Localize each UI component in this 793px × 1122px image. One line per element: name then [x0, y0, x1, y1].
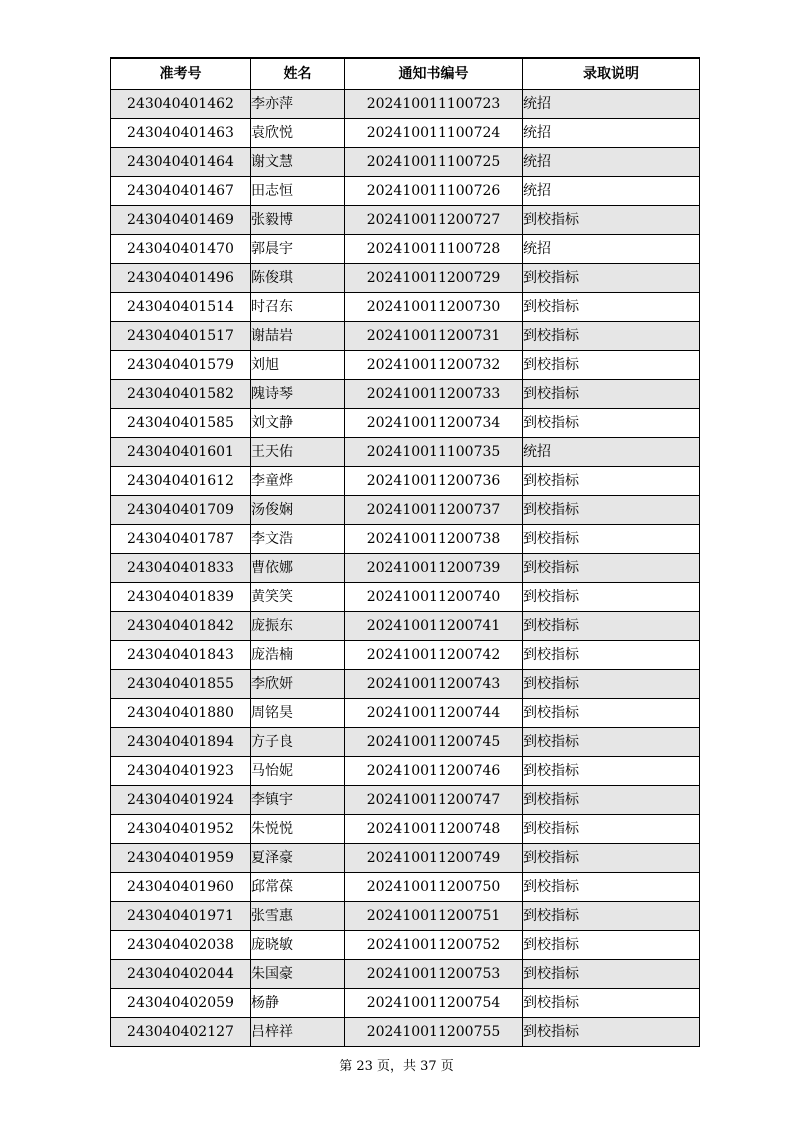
exam-number-cell: 243040402127 [111, 1018, 251, 1047]
student-name-cell: 朱国豪 [251, 960, 345, 989]
admission-note-cell: 到校指标 [523, 496, 700, 525]
admission-note-cell: 到校指标 [523, 757, 700, 786]
table-row [111, 148, 700, 177]
notice-number-cell: 202410011200741 [345, 612, 523, 641]
exam-number-cell: 243040401894 [111, 728, 251, 757]
admission-note-cell: 到校指标 [523, 786, 700, 815]
notice-number-cell: 202410011200749 [345, 844, 523, 873]
student-name-cell: 袁欣悦 [251, 119, 345, 148]
notice-number-cell: 202410011200744 [345, 699, 523, 728]
notice-number-cell: 202410011200745 [345, 728, 523, 757]
exam-number-cell: 243040401582 [111, 380, 251, 409]
student-name-cell: 郭晨宇 [251, 235, 345, 264]
student-name-cell: 谢文慧 [251, 148, 345, 177]
notice-number-cell: 202410011100728 [345, 235, 523, 264]
exam-number-cell: 243040401923 [111, 757, 251, 786]
table-row [111, 351, 700, 380]
exam-number-cell: 243040401880 [111, 699, 251, 728]
notice-number-cell: 202410011200747 [345, 786, 523, 815]
admission-note-cell: 到校指标 [523, 960, 700, 989]
exam-number-cell: 243040401787 [111, 525, 251, 554]
table-row [111, 177, 700, 206]
table-row [111, 815, 700, 844]
header-exam-number: 准考号 [111, 58, 251, 90]
exam-number-cell: 243040401842 [111, 612, 251, 641]
exam-number-cell: 243040401463 [111, 119, 251, 148]
notice-number-cell: 202410011100725 [345, 148, 523, 177]
student-name-cell: 庞晓敏 [251, 931, 345, 960]
exam-number-cell: 243040401959 [111, 844, 251, 873]
exam-number-cell: 243040401470 [111, 235, 251, 264]
notice-number-cell: 202410011200734 [345, 409, 523, 438]
admission-note-cell: 统招 [523, 438, 700, 467]
admission-note-cell: 到校指标 [523, 409, 700, 438]
header-notice-number: 通知书编号 [345, 58, 523, 90]
notice-number-cell: 202410011100724 [345, 119, 523, 148]
admission-note-cell: 统招 [523, 90, 700, 119]
admission-note-cell: 到校指标 [523, 641, 700, 670]
table-row [111, 206, 700, 235]
admission-note-cell: 到校指标 [523, 989, 700, 1018]
admission-note-cell: 到校指标 [523, 728, 700, 757]
page-footer: 第 23 页，共 37 页 [339, 1059, 454, 1074]
exam-number-cell: 243040401855 [111, 670, 251, 699]
exam-number-cell: 243040401952 [111, 815, 251, 844]
header-name: 姓名 [251, 58, 345, 90]
admission-note-cell: 统招 [523, 177, 700, 206]
table-row [111, 786, 700, 815]
student-name-cell: 吕梓祥 [251, 1018, 345, 1047]
student-name-cell: 李亦萍 [251, 90, 345, 119]
notice-number-cell: 202410011200750 [345, 873, 523, 902]
table-row [111, 873, 700, 902]
exam-number-cell: 243040401971 [111, 902, 251, 931]
table-row [111, 670, 700, 699]
admission-note-cell: 到校指标 [523, 264, 700, 293]
student-name-cell: 谢喆岩 [251, 322, 345, 351]
table-row [111, 409, 700, 438]
table-row [111, 844, 700, 873]
admission-note-cell: 到校指标 [523, 612, 700, 641]
table-row [111, 902, 700, 931]
student-name-cell: 李童烨 [251, 467, 345, 496]
notice-number-cell: 202410011200731 [345, 322, 523, 351]
notice-number-cell: 202410011100723 [345, 90, 523, 119]
exam-number-cell: 243040401514 [111, 293, 251, 322]
student-name-cell: 李欣妍 [251, 670, 345, 699]
notice-number-cell: 202410011200755 [345, 1018, 523, 1047]
notice-number-cell: 202410011200733 [345, 380, 523, 409]
table-row [111, 293, 700, 322]
table-row [111, 264, 700, 293]
exam-number-cell: 243040402038 [111, 931, 251, 960]
student-name-cell: 陈俊琪 [251, 264, 345, 293]
table-row [111, 525, 700, 554]
admission-note-cell: 到校指标 [523, 699, 700, 728]
table-row [111, 989, 700, 1018]
exam-number-cell: 243040401612 [111, 467, 251, 496]
table-body [111, 90, 700, 1047]
admission-note-cell: 到校指标 [523, 206, 700, 235]
exam-number-cell: 243040401960 [111, 873, 251, 902]
exam-number-cell: 243040401462 [111, 90, 251, 119]
student-name-cell: 田志恒 [251, 177, 345, 206]
admission-note-cell: 统招 [523, 235, 700, 264]
exam-number-cell: 243040401833 [111, 554, 251, 583]
exam-number-cell: 243040401924 [111, 786, 251, 815]
table-row [111, 119, 700, 148]
exam-number-cell: 243040401839 [111, 583, 251, 612]
table-row [111, 554, 700, 583]
table-row [111, 496, 700, 525]
notice-number-cell: 202410011200738 [345, 525, 523, 554]
table-row [111, 90, 700, 119]
admission-sheet [110, 57, 699, 1047]
admission-note-cell: 到校指标 [523, 844, 700, 873]
student-name-cell: 时召东 [251, 293, 345, 322]
admission-note-cell: 到校指标 [523, 293, 700, 322]
exam-number-cell: 243040401496 [111, 264, 251, 293]
table-row [111, 960, 700, 989]
notice-number-cell: 202410011200732 [345, 351, 523, 380]
student-name-cell: 隗诗琴 [251, 380, 345, 409]
table-header-row [111, 58, 700, 90]
student-name-cell: 方子良 [251, 728, 345, 757]
notice-number-cell: 202410011100726 [345, 177, 523, 206]
student-name-cell: 夏泽豪 [251, 844, 345, 873]
notice-number-cell: 202410011200727 [345, 206, 523, 235]
admission-note-cell: 到校指标 [523, 467, 700, 496]
notice-number-cell: 202410011200753 [345, 960, 523, 989]
table-row [111, 641, 700, 670]
admission-note-cell: 到校指标 [523, 583, 700, 612]
exam-number-cell: 243040402044 [111, 960, 251, 989]
student-name-cell: 李镇宇 [251, 786, 345, 815]
student-name-cell: 刘文静 [251, 409, 345, 438]
table-row [111, 728, 700, 757]
student-name-cell: 曹依娜 [251, 554, 345, 583]
notice-number-cell: 202410011200743 [345, 670, 523, 699]
table-row [111, 235, 700, 264]
admission-note-cell: 到校指标 [523, 902, 700, 931]
table-row [111, 380, 700, 409]
notice-number-cell: 202410011200739 [345, 554, 523, 583]
notice-number-cell: 202410011200746 [345, 757, 523, 786]
exam-number-cell: 243040401579 [111, 351, 251, 380]
student-name-cell: 庞浩楠 [251, 641, 345, 670]
notice-number-cell: 202410011200730 [345, 293, 523, 322]
exam-number-cell: 243040401464 [111, 148, 251, 177]
student-name-cell: 黄笑笑 [251, 583, 345, 612]
student-name-cell: 张毅博 [251, 206, 345, 235]
exam-number-cell: 243040401517 [111, 322, 251, 351]
admission-note-cell: 到校指标 [523, 554, 700, 583]
notice-number-cell: 202410011200748 [345, 815, 523, 844]
header-admission-note: 录取说明 [523, 58, 700, 90]
admission-note-cell: 到校指标 [523, 670, 700, 699]
exam-number-cell: 243040401709 [111, 496, 251, 525]
table-row [111, 699, 700, 728]
student-name-cell: 王天佑 [251, 438, 345, 467]
exam-number-cell: 243040401469 [111, 206, 251, 235]
notice-number-cell: 202410011200754 [345, 989, 523, 1018]
student-name-cell: 张雪惠 [251, 902, 345, 931]
exam-number-cell: 243040401585 [111, 409, 251, 438]
notice-number-cell: 202410011200740 [345, 583, 523, 612]
notice-number-cell: 202410011200742 [345, 641, 523, 670]
student-name-cell: 汤俊娴 [251, 496, 345, 525]
admission-note-cell: 统招 [523, 148, 700, 177]
student-name-cell: 周铭昊 [251, 699, 345, 728]
table-row [111, 438, 700, 467]
table-row [111, 612, 700, 641]
exam-number-cell: 243040402059 [111, 989, 251, 1018]
admission-table [110, 57, 700, 1047]
table-row [111, 322, 700, 351]
notice-number-cell: 202410011200737 [345, 496, 523, 525]
table-row [111, 583, 700, 612]
student-name-cell: 马怡妮 [251, 757, 345, 786]
exam-number-cell: 243040401467 [111, 177, 251, 206]
student-name-cell: 邱常葆 [251, 873, 345, 902]
admission-note-cell: 到校指标 [523, 525, 700, 554]
admission-note-cell: 到校指标 [523, 380, 700, 409]
student-name-cell: 刘旭 [251, 351, 345, 380]
admission-note-cell: 到校指标 [523, 815, 700, 844]
table-row [111, 467, 700, 496]
admission-note-cell: 到校指标 [523, 1018, 700, 1047]
table-row [111, 931, 700, 960]
admission-note-cell: 到校指标 [523, 322, 700, 351]
notice-number-cell: 202410011200752 [345, 931, 523, 960]
student-name-cell: 朱悦悦 [251, 815, 345, 844]
table-row [111, 1018, 700, 1047]
student-name-cell: 李文浩 [251, 525, 345, 554]
notice-number-cell: 202410011200729 [345, 264, 523, 293]
student-name-cell: 庞振东 [251, 612, 345, 641]
exam-number-cell: 243040401601 [111, 438, 251, 467]
notice-number-cell: 202410011100735 [345, 438, 523, 467]
admission-note-cell: 到校指标 [523, 873, 700, 902]
admission-note-cell: 到校指标 [523, 931, 700, 960]
admission-note-cell: 统招 [523, 119, 700, 148]
notice-number-cell: 202410011200751 [345, 902, 523, 931]
admission-note-cell: 到校指标 [523, 351, 700, 380]
notice-number-cell: 202410011200736 [345, 467, 523, 496]
exam-number-cell: 243040401843 [111, 641, 251, 670]
table-row [111, 757, 700, 786]
student-name-cell: 杨静 [251, 989, 345, 1018]
